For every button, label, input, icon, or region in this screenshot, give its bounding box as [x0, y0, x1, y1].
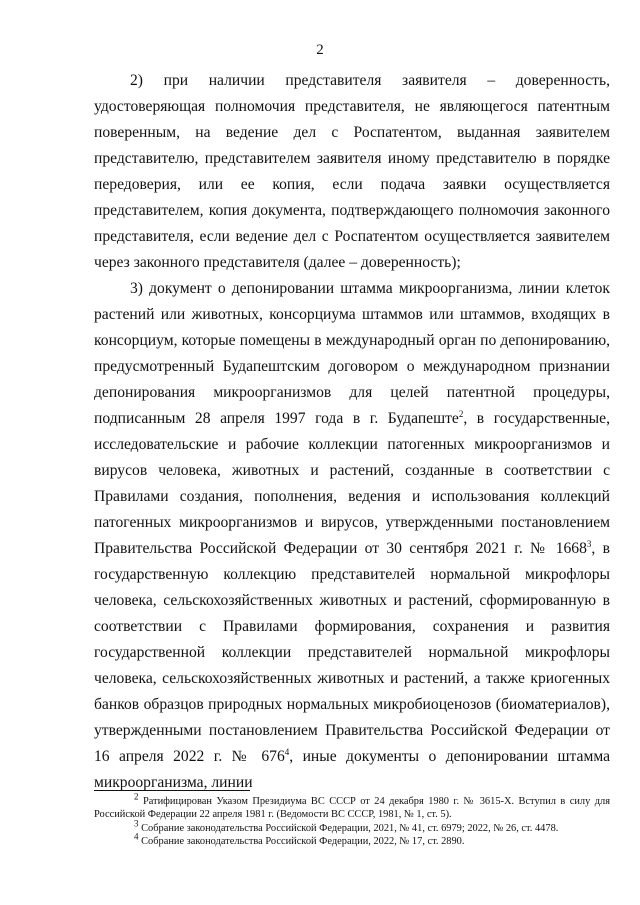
footnote-4: [94, 831, 610, 848]
footnote-2: [94, 791, 610, 822]
body-text: [94, 68, 610, 796]
footnote-marker: 3: [134, 818, 139, 829]
paragraph-text: , в государственную коллекцию представителей нормальной микрофлоры человека, сельскохозяйственных животных и растений, сформированную в соответствии с Правилами формирования, сохранения и развития государственной коллекции представителей нормальной микрофлоры человека, сельскохозяйственных животных и растений, а также криогенных банков образцов природных нормальных микробиоценозов (биоматериалов), утвержденными постановлением Правительства Российской Федерации от 16 апреля 2022 г. № 676: [94, 540, 610, 765]
paragraph-item-2: [94, 68, 610, 276]
footnote-text: Собрание законодательства Российской Федерации, 2021, № 41, ст. 6979; 2022, № 26, ст. 4478.: [138, 822, 559, 834]
footnote-ref-2: 2: [458, 408, 464, 419]
footnotes: [94, 791, 610, 849]
footnote-text: Собрание законодательства Российской Федерации, 2022, № 17, ст. 2890.: [138, 836, 465, 848]
paragraph-text: 2) при наличии представителя заявителя – доверенность, удостоверяющая полномочия представителя, не являющегося патентным поверенным, на ведение дел с Роспатентом, выданная заявителем представителю, представителем заявителя иному представителю в порядке передоверия, или ее копия, если подача заявки осуществляется представителем, копия документа, подтверждающего полномочия законного представителя, если ведение дел с Роспатентом осуществляется заявителем через законного представителя (далее – доверенность);: [94, 72, 610, 271]
paragraph-text: , иные документы о депонировании штамма микроорганизма, линии: [94, 748, 611, 791]
footnote-marker: 4: [134, 831, 139, 842]
paragraph-item-3: [94, 276, 610, 796]
footnote-text: Ратифицирован Указом Президиума ВС СССР от 24 декабря 1980 г. № 3615-X. Вступил в силу для Российской Федерации 22 апреля 1981 г. (Ведомости ВС СССР, 1981, № 1, ст. 5).: [94, 796, 610, 821]
footnote-ref-4: 4: [284, 746, 290, 757]
footnote-ref-3: 3: [586, 538, 592, 549]
page-number: 2: [316, 42, 324, 58]
paragraph-text: 3) документ о депонировании штамма микроорганизма, линии клеток растений или животных, консорциума штаммов или штаммов, входящих в консорциум, которые помещены в международный орган по депонированию, предусмотренный Будапештским договором о международном признании депонирования микроорганизмов для целей патентной процедуры, подписанным 28 апреля 1997 года в г. Будапеште: [94, 280, 610, 427]
paragraph-text: , в государственные, исследовательские и рабочие коллекции патогенных микроорганизмов и вирусов человека, животных и растений, созданные в соответствии с Правилами создания, пополнения, ведения и использования коллекций патогенных микроорганизмов и вирусов, утвержденными постановлением Правительства Российской Федерации от 30 сентября 2021 г. № 1668: [94, 410, 610, 557]
footnote-divider: [94, 790, 250, 791]
footnote-3: [94, 818, 610, 835]
footnote-marker: 2: [134, 791, 139, 802]
